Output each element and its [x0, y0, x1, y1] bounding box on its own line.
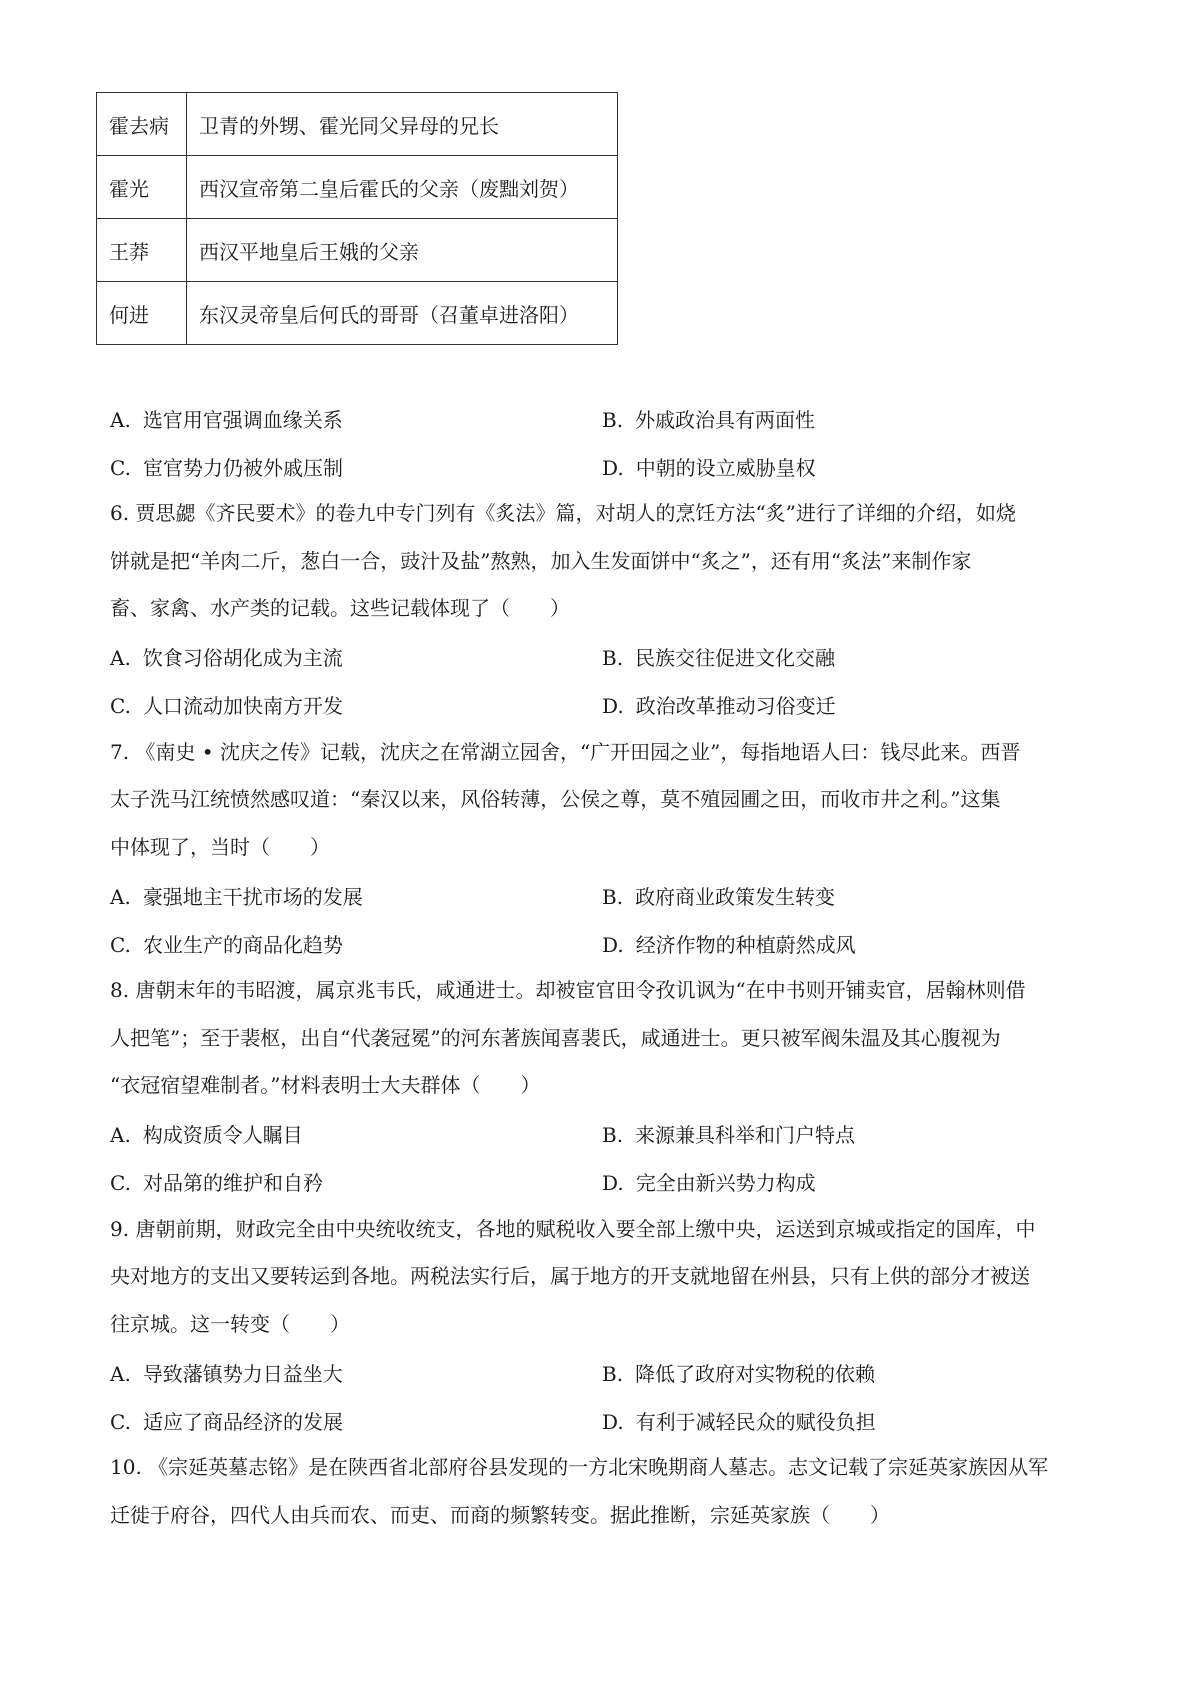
option-a: A. 选官用官强调血缘关系 — [110, 407, 343, 432]
option-d: D. 政治改革推动习俗变迁 — [602, 694, 836, 718]
option-a: A. 构成资质令人瞩目 — [110, 1123, 303, 1147]
option-b: B. 来源兼具科举和门户特点 — [602, 1123, 856, 1147]
option-row — [110, 1158, 1100, 1206]
question-line: 央对地方的支出又要转运到各地。两税法实行后，属于地方的开支就地留在州县，只有上供的部分才被送 — [110, 1264, 1030, 1288]
question-8 — [110, 967, 1100, 1110]
question-line: 7. 《南史 • 沈庆之传》记载，沈庆之在常湖立园舍，“广开田园之业”，每指地语人曰：钱尽此来。西晋 — [110, 739, 1021, 764]
table-cell-name: 霍去病 — [97, 93, 187, 156]
table-row — [97, 93, 618, 156]
questions-area — [110, 394, 1100, 1539]
question-6 — [110, 490, 1100, 633]
option-c: C. 农业生产的商品化趋势 — [110, 932, 343, 957]
option-row — [110, 1396, 1100, 1444]
option-a: A. 豪强地主干扰市场的发展 — [110, 884, 363, 909]
relatives-table — [96, 92, 618, 345]
table-cell-desc: 卫青的外甥、霍光同父异母的兄长 — [187, 93, 618, 156]
table-cell-name: 何进 — [97, 282, 187, 345]
option-d: D. 经济作物的种植蔚然成风 — [602, 932, 856, 957]
option-row — [110, 442, 1100, 490]
option-d: D. 中朝的设立威胁皇权 — [602, 455, 816, 480]
question-10 — [110, 1444, 1100, 1539]
question-line: 10. 《宗延英墓志铭》是在陕西省北部府谷县发现的一方北宋晚期商人墓志。志文记载了宗延英家族因从军 — [110, 1455, 1049, 1479]
question-line: 中体现了，当时（ ） — [110, 834, 330, 859]
option-b: B. 降低了政府对实物税的依赖 — [602, 1361, 876, 1386]
option-a: A. 饮食习俗胡化成为主流 — [110, 646, 343, 670]
option-b: B. 外戚政治具有两面性 — [602, 407, 816, 432]
question-line: 迁徙于府谷，四代人由兵而农、而吏、而商的频繁转变。据此推断，宗延英家族（ ） — [110, 1502, 890, 1527]
question-line: “衣冠宿望难制者。”材料表明士大夫群体（ ） — [110, 1073, 541, 1097]
table-row — [97, 156, 618, 219]
option-b: B. 政府商业政策发生转变 — [602, 884, 836, 909]
table-cell-name: 霍光 — [97, 156, 187, 219]
question-line: 饼就是把“羊肉二斤，葱白一合，豉汁及盐”熬熟，加入生发面饼中“炙之”，还有用“炙法”来制作家 — [110, 548, 972, 573]
question-7 — [110, 729, 1100, 872]
table-row — [97, 282, 618, 345]
table-cell-desc: 东汉灵帝皇后何氏的哥哥（召董卓进洛阳） — [187, 282, 618, 345]
option-c: C. 对品第的维护和自矜 — [110, 1171, 323, 1195]
question-line: 往京城。这一转变（ ） — [110, 1311, 350, 1336]
option-a: A. 导致藩镇势力日益坐大 — [110, 1361, 343, 1386]
option-c: C. 宦官势力仍被外戚压制 — [110, 455, 343, 480]
question-line: 8. 唐朝末年的韦昭渡，属京兆韦氏，咸通进士。却被宦官田令孜讥讽为“在中书则开铺卖官，居翰林则借 — [110, 978, 1026, 1002]
table-row — [97, 219, 618, 282]
option-c: C. 人口流动加快南方开发 — [110, 694, 343, 718]
question-line: 畜、家禽、水产类的记载。这些记载体现了（ ） — [110, 596, 570, 620]
table-cell-name: 王莽 — [97, 219, 187, 282]
option-d: D. 有利于减轻民众的赋役负担 — [602, 1409, 876, 1434]
question-9 — [110, 1206, 1100, 1349]
question-line: 6. 贾思勰《齐民要术》的卷九中专门列有《炙法》篇，对胡人的烹饪方法“炙”进行了详细的介绍，如烧 — [110, 501, 1016, 525]
option-row — [110, 1110, 1100, 1158]
option-row — [110, 681, 1100, 729]
option-row — [110, 394, 1100, 442]
question-line: 9. 唐朝前期，财政完全由中央统收统支，各地的赋税收入要全部上缴中央，运送到京城或指定的国库，中 — [110, 1216, 1036, 1241]
option-row — [110, 871, 1100, 919]
question-line: 太子洗马江统愤然感叹道：“秦汉以来，风俗转薄，公侯之尊，莫不殖园圃之田，而收市井之利。”这集 — [110, 787, 1001, 811]
option-b: B. 民族交往促进文化交融 — [602, 646, 836, 670]
option-d: D. 完全由新兴势力构成 — [602, 1171, 816, 1195]
question-line: 人把笔”；至于裴枢，出自“代袭冠冕”的河东著族闻喜裴氏，咸通进士。更只被军阀朱温及其心腹视为 — [110, 1025, 1001, 1050]
option-row — [110, 919, 1100, 967]
option-row — [110, 633, 1100, 681]
table-cell-desc: 西汉宣帝第二皇后霍氏的父亲（废黜刘贺） — [187, 156, 618, 219]
option-c: C. 适应了商品经济的发展 — [110, 1409, 343, 1434]
option-row — [110, 1348, 1100, 1396]
table-cell-desc: 西汉平地皇后王娥的父亲 — [187, 219, 618, 282]
